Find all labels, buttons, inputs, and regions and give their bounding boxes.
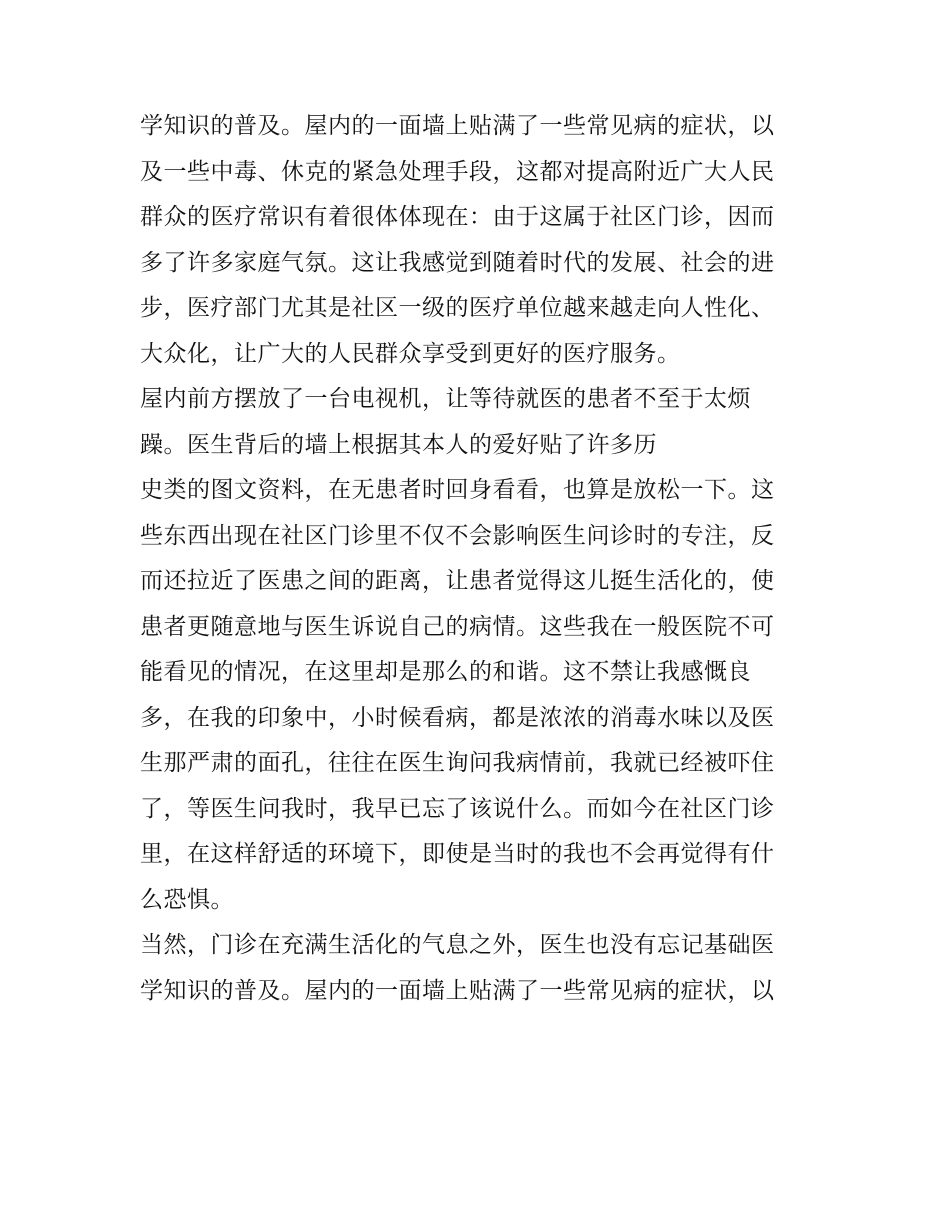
text-line: 躁。医生背后的墙上根据其本人的爱好贴了许多历 xyxy=(140,431,657,458)
text-line: 学知识的普及。屋内的一面墙上贴满了一些常见病的症状，以 xyxy=(140,113,775,139)
body-text xyxy=(140,104,820,1014)
text-line: 些东西出现在社区门诊里不仅不会影响医生问诊时的专注，反 xyxy=(140,522,775,549)
text-line: 多了许多家庭气氛。这让我感觉到随着时代的发展、社会的进 xyxy=(140,249,775,276)
text-line: 屋内前方摆放了一台电视机，让等待就医的患者不至于太烦 xyxy=(140,386,751,412)
text-line: 学知识的普及。屋内的一面墙上贴满了一些常见病的症状，以 xyxy=(140,977,775,1004)
text-line: 当然，门诊在充满生活化的气息之外，医生也没有忘记基础医 xyxy=(140,932,775,958)
text-line: 生那严肃的面孔，往往在医生询问我病情前，我就已经被吓住 xyxy=(140,750,775,776)
text-line: 能看见的情况，在这里却是那么的和谐。这不禁让我感慨良 xyxy=(140,659,751,685)
text-line: 步，医疗部门尤其是社区一级的医疗单位越来越走向人性化、 xyxy=(140,295,775,321)
text-line: 患者更随意地与医生诉说自己的病情。这些我在一般医院不可 xyxy=(140,613,775,640)
text-line: 了，等医生问我时，我早已忘了该说什么。而如今在社区门诊 xyxy=(140,795,775,822)
text-line: 史类的图文资料，在无患者时回身看看，也算是放松一下。这 xyxy=(140,477,775,503)
text-line: 大众化，让广大的人民群众享受到更好的医疗服务。 xyxy=(140,340,681,367)
text-line: 及一些中毒、休克的紧急处理手段，这都对提高附近广大人民 xyxy=(140,158,775,185)
text-line: 而还拉近了医患之间的距离，让患者觉得这儿挺生活化的，使 xyxy=(140,568,775,594)
text-line: 里，在这样舒适的环境下，即使是当时的我也不会再觉得有什 xyxy=(140,841,775,867)
text-line: 么恐惧。 xyxy=(140,886,234,913)
text-line: 群众的医疗常识有着很体体现在：由于这属于社区门诊，因而 xyxy=(140,204,775,230)
text-line: 多，在我的印象中，小时候看病，都是浓浓的消毒水味以及医 xyxy=(140,704,775,731)
